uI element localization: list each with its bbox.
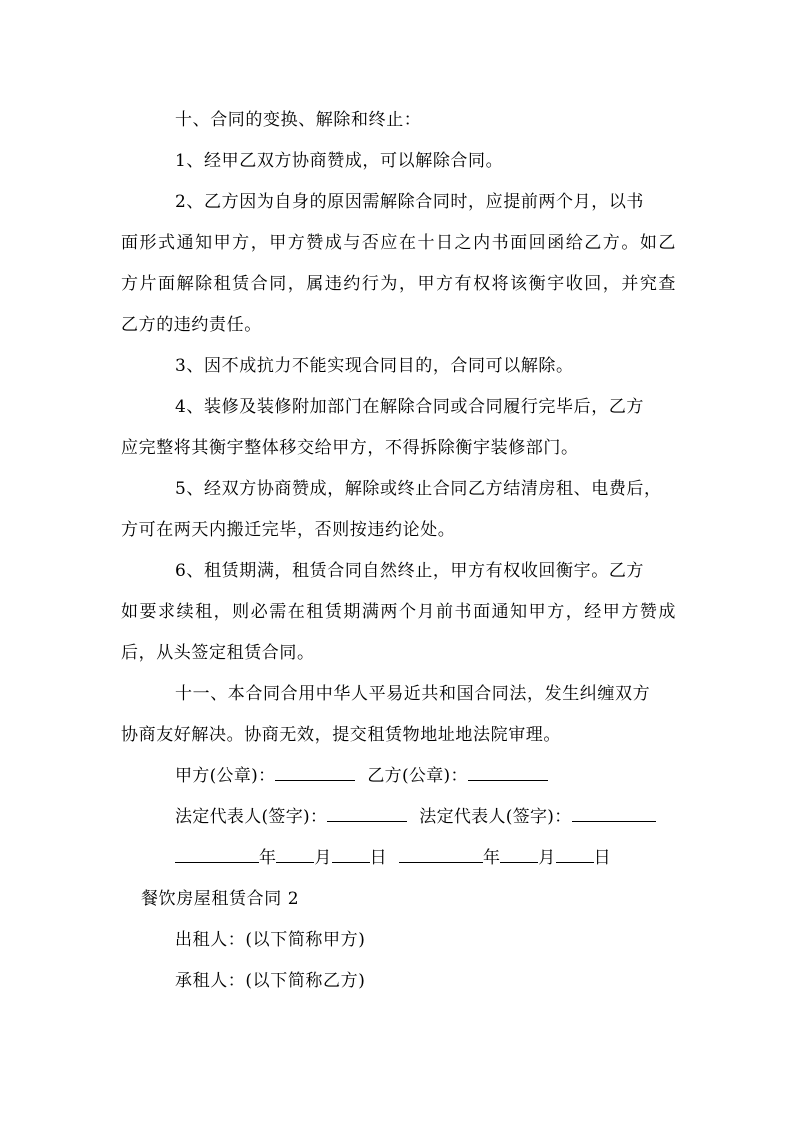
section10-item3: 3、因不成抗力不能实现合同目的，合同可以解除。: [175, 356, 574, 376]
rep-a-blank: [327, 807, 407, 822]
party-a-seal-blank: [275, 766, 355, 781]
date-a-day-label: 日: [369, 848, 387, 868]
section10-heading: 十、合同的变换、解除和终止：: [175, 110, 422, 130]
date-b-day-label: 日: [593, 848, 611, 868]
date-a-day-blank: [332, 848, 370, 863]
section10-item6-line3: 后，从头签定租赁合同。: [121, 643, 315, 663]
contract2-lessee: 承租人：(以下简称乙方): [175, 971, 366, 991]
date-b-year-blank: [399, 848, 483, 863]
date-a-year-label: 年: [259, 848, 277, 868]
section10-item1: 1、经甲乙双方协商赞成，可以解除合同。: [175, 151, 504, 171]
date-a-month-blank: [276, 848, 314, 863]
seal-row: [121, 756, 676, 797]
date-a-year-blank: [175, 848, 259, 863]
date-b-year-label: 年: [482, 848, 501, 868]
party-b-seal-label: 乙方(公章)：: [367, 766, 468, 786]
section11-line2: 协商友好解决。协商无效，提交租赁物地址地法院审理。: [121, 725, 561, 745]
section10-item4-line1: 4、装修及装修附加部门在解除合同或合同履行完毕后，乙方: [175, 397, 645, 417]
party-a-seal-label: 甲方(公章)：: [175, 766, 276, 786]
section10-item5-line1: 5、经双方协商赞成，解除或终止合同乙方结清房租、电费后，: [175, 479, 662, 499]
rep-a-label: 法定代表人(签字)：: [175, 807, 328, 827]
party-b-seal-blank: [468, 766, 548, 781]
section10-item6-line2: 如要求续租，则必需在租赁期满两个月前书面通知甲方，经甲方赞成: [121, 602, 676, 622]
date-b-month-blank: [500, 848, 538, 863]
section10-item2-line2: 面形式通知甲方，甲方赞成与否应在十日之内书面回函给乙方。如乙: [121, 233, 676, 253]
section10-item4-line2: 应完整将其衡宇整体移交给甲方，不得拆除衡宇装修部门。: [121, 438, 579, 458]
section10-item5-line2: 方可在两天内搬迁完毕，否则按违约论处。: [121, 520, 456, 540]
date-row: [121, 838, 676, 879]
date-a-month-label: 月: [314, 848, 332, 868]
rep-b-label: 法定代表人(签字)：: [419, 807, 572, 827]
contract2-lessor: 出租人：(以下简称甲方): [175, 930, 366, 950]
rep-b-blank: [572, 807, 656, 822]
section10-item2-line3: 方片面解除租赁合同，属违约行为，甲方有权将该衡宇收回，并究查: [121, 274, 676, 294]
date-b-day-blank: [556, 848, 594, 863]
section10-item2-line4: 乙方的违约责任。: [121, 315, 262, 335]
section11-line1: 十一、本合同合用中华人平易近共和国合同法，发生纠缠双方: [175, 684, 651, 704]
section10-item6-line1: 6、租赁期满，租赁合同自然终止，甲方有权收回衡宇。乙方: [175, 561, 645, 581]
representative-row: [121, 797, 676, 838]
document-body: [121, 100, 676, 1002]
date-b-month-label: 月: [538, 848, 556, 868]
section10-item2-line1: 2、乙方因为自身的原因需解除合同时，应提前两个月，以书: [175, 192, 645, 212]
contract2-title: 餐饮房屋租赁合同 2: [141, 889, 300, 909]
